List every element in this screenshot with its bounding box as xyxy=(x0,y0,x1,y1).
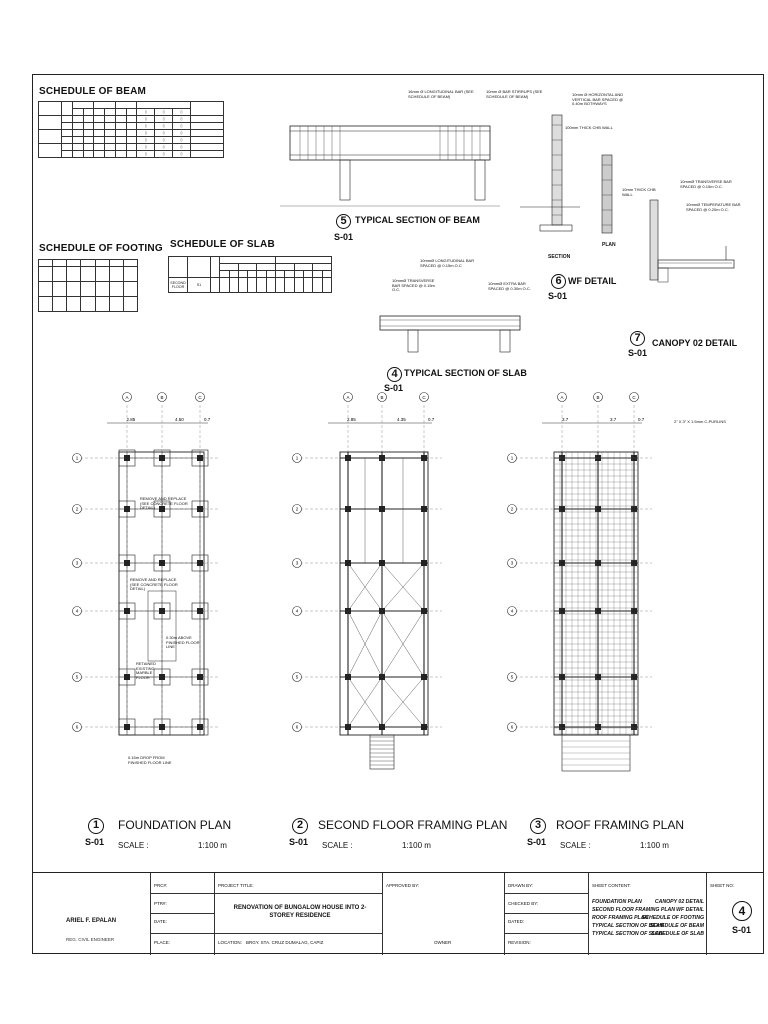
grid-row-label: 6 xyxy=(75,724,79,730)
column xyxy=(421,455,427,461)
grid-row-label: 4 xyxy=(295,608,299,614)
sheet-content-item: SCHEDULE OF FOOTING xyxy=(641,915,704,921)
dimension-label: 3.7 xyxy=(610,417,617,422)
grid-col-label: B xyxy=(160,395,164,400)
column xyxy=(379,506,385,512)
footing-schedule-title: SCHEDULE OF FOOTING xyxy=(39,243,163,254)
foundation-note-remove-1: REMOVE AND REPLACE (SEE CONCRETE FLOOR DETAIL) xyxy=(140,496,188,510)
slab-section-drawing xyxy=(370,300,530,360)
grid-row-label: 1 xyxy=(75,455,79,461)
prc-label: PRC#: xyxy=(154,883,168,888)
title-block xyxy=(32,872,764,955)
foundation-note-remove-2: REMOVE AND REPLACE (SEE CONCRETE FLOOR DETAIL) xyxy=(130,577,178,591)
column xyxy=(197,608,203,614)
revision-label: REVISION: xyxy=(508,940,531,945)
slab-row-level: SECOND FLOOR xyxy=(169,278,188,293)
slab-section-title: TYPICAL SECTION OF SLAB xyxy=(404,368,527,378)
canopy-note-temperature: 10mmØ TEMPERATURE BAR SPACED @ 0.20m O.C. xyxy=(686,202,741,212)
column xyxy=(124,560,130,566)
plan-outline xyxy=(119,452,204,735)
column xyxy=(124,674,130,680)
beam-section-note-longitudinal: 16mm Ø LONGITUDINAL BAR (SEE SCHEDULE OF BEAM) xyxy=(408,89,474,99)
plan-1-number: 1 xyxy=(88,818,104,834)
engineer-name: ARIEL F. EPALAN xyxy=(66,918,117,924)
slab-row-mark: S1 xyxy=(188,278,211,293)
sheet-no: 4 xyxy=(732,901,752,921)
column xyxy=(124,455,130,461)
plan-1-scale-label: SCALE : xyxy=(118,841,149,850)
ptr-label: PTR#: xyxy=(154,901,167,906)
canopy-note-transverse: 10mmØ TRANSVERSE BAR SPACED @ 0.15m O.C. xyxy=(680,179,732,189)
checked-by-label: CHECKED BY: xyxy=(508,901,539,906)
column xyxy=(345,455,351,461)
grid-col-label: C xyxy=(198,395,202,400)
approved-by-label: APPROVED BY: xyxy=(386,883,420,888)
dimension-label: 0.7 xyxy=(638,417,645,422)
sheet-content-label: SHEET CONTENT: xyxy=(592,883,631,888)
slab-section-detail-number: 4 xyxy=(387,367,402,382)
slab-schedule-table xyxy=(168,256,332,293)
column xyxy=(159,560,165,566)
project-title: RENOVATION OF BUNGALOW HOUSE INTO 2-STOREY RESIDENCE xyxy=(233,905,367,919)
slab-section-note-transverse: 10mmØ TRANSVERSE BAR SPACED @ 0.15m O.C. xyxy=(392,278,435,292)
plan-3-scale-label: SCALE : xyxy=(560,841,591,850)
column xyxy=(345,506,351,512)
column xyxy=(159,455,165,461)
grid-row-label: 3 xyxy=(75,560,79,566)
grid-row-label: 4 xyxy=(510,608,514,614)
plan-2-ref: S-01 xyxy=(289,837,309,847)
sheet-content-item: FOUNDATION PLAN xyxy=(592,899,642,905)
grid-row-label: 5 xyxy=(510,674,514,680)
foundation-note-above-floor: 0.30m ABOVE FINISHED FLOOR LINE xyxy=(166,635,200,649)
canopy-note-wall: 10mm THICK CHB WALL xyxy=(622,187,656,197)
wf-detail-title: WF DETAIL xyxy=(568,276,617,286)
wf-detail-plan-label: PLAN xyxy=(602,242,616,248)
wf-detail-section-label: SECTION xyxy=(548,254,571,260)
dimension-label: 0.7 xyxy=(204,417,211,422)
grid-row-label: 1 xyxy=(510,455,514,461)
column xyxy=(197,455,203,461)
plan-3-title: ROOF FRAMING PLAN xyxy=(556,818,685,832)
grid-row-label: 3 xyxy=(295,560,299,566)
wf-detail-drawing xyxy=(510,95,628,245)
column xyxy=(124,724,130,730)
slab-section-note-longitudinal: 10mmØ LONGITUDINAL BAR SPACED @ 0.15m O.C xyxy=(420,258,475,268)
dimension-label: 0.7 xyxy=(428,417,435,422)
grid-col-label: C xyxy=(422,395,426,400)
owner-label: OWNER xyxy=(434,940,452,945)
beam-section-note-stirrups: 10mm Ø BAR STIRRUPS (SEE SCHEDULE OF BEAM) xyxy=(486,89,543,99)
sheet-content-item: SECOND FLOOR FRAMING PLAN xyxy=(592,907,675,913)
beam-schedule-table: ▯ ▯ ▯ ▯ ▯ ▯ ▯ ▯ ▯ ▯ ▯ ▯ ▯ ▯ ▯ ▯ ▯ ▯ ▯ ▯ ▯ xyxy=(38,101,224,158)
foundation-note-retained-floor: RETAINED EXISTING MARBLE FLOOR xyxy=(136,661,156,680)
dimension-label: 4.50 xyxy=(175,417,184,422)
grid-row-label: 5 xyxy=(75,674,79,680)
beam-section-detail-ref: S-01 xyxy=(334,232,354,242)
sheet-content-item: CANOPY 02 DETAIL xyxy=(654,899,704,905)
foundation-note-drop: 0.15m DROP FROM FINISHED FLOOR LINE xyxy=(128,755,172,765)
canopy-detail-ref: S-01 xyxy=(628,348,648,358)
grid-col-label: A xyxy=(560,395,564,400)
grid-row-label: 2 xyxy=(295,506,299,512)
column xyxy=(421,506,427,512)
sheet-ref: S-01 xyxy=(732,925,752,935)
beam-section-title: TYPICAL SECTION OF BEAM xyxy=(355,215,480,225)
grid-col-label: A xyxy=(346,395,350,400)
beam-section-drawing xyxy=(280,86,500,214)
canopy-detail-drawing xyxy=(636,180,742,300)
grid-row-label: 3 xyxy=(510,560,514,566)
location: BRGY. STA. CRUZ DUMALAG, CAPIZ xyxy=(246,940,324,945)
wf-detail-note-bars: 10mm Ø HORIZONTAL AND VERTICAL BAR SPACED @ 0.40m BOTHWAYS xyxy=(572,92,624,106)
wf-detail-note-wall: 100mm THICK CHB WALL xyxy=(565,125,613,130)
grid-row-label: 2 xyxy=(510,506,514,512)
grid-row-label: 1 xyxy=(295,455,299,461)
grid-col-label: C xyxy=(632,395,636,400)
sheet-content-item: TYPICAL SECTION OF SLAB xyxy=(592,931,663,937)
plan-2-number: 2 xyxy=(292,818,308,834)
sheet-content-item: ROOF FRAMING PLAN xyxy=(592,915,649,921)
plan-3-ref: S-01 xyxy=(527,837,547,847)
roof-note-purlins: 2" X 3" X 1.5mm C-PURLINS xyxy=(674,419,726,424)
engineer-role: REG. CIVIL ENGINEER xyxy=(66,937,115,942)
column xyxy=(124,506,130,512)
column xyxy=(159,608,165,614)
column xyxy=(197,560,203,566)
project-title-label: PROJECT TITLE: xyxy=(218,883,254,888)
dimension-label: 2.85 xyxy=(126,417,136,422)
plan-1-title: FOUNDATION PLAN xyxy=(118,818,232,832)
column xyxy=(124,608,130,614)
stair-outline xyxy=(370,735,394,769)
place-label: PLACE: xyxy=(154,940,171,945)
wf-detail-ref: S-01 xyxy=(548,291,568,301)
sheet-content-item: SCHEDULE OF SLAB xyxy=(651,931,704,937)
grid-col-label: A xyxy=(125,395,129,400)
plan-1-ref: S-01 xyxy=(85,837,105,847)
dimension-label: 4.35 xyxy=(397,417,406,422)
grid-row-label: 6 xyxy=(510,724,514,730)
plan-2-scale-label: SCALE : xyxy=(322,841,353,850)
dimension-label: 2.85 xyxy=(347,417,356,422)
plan-3-number: 3 xyxy=(530,818,546,834)
plans-drawing xyxy=(0,385,768,805)
canopy-detail-number: 7 xyxy=(630,331,645,346)
beam-section-detail-number: 5 xyxy=(336,214,351,229)
column xyxy=(159,724,165,730)
date-label: DATE: xyxy=(154,919,167,924)
beam-schedule-title: SCHEDULE OF BEAM xyxy=(39,86,147,97)
grid-row-label: 4 xyxy=(75,608,79,614)
grid-row-label: 6 xyxy=(295,724,299,730)
sheet-content-item: WF DETAIL xyxy=(676,907,704,913)
grid-col-label: B xyxy=(380,395,384,400)
sheet-content-item: TYPICAL SECTION OF BEAM xyxy=(592,923,664,929)
grid-row-label: 5 xyxy=(295,674,299,680)
drawn-by-label: DRAWN BY: xyxy=(508,883,534,888)
sheet-no-label: SHEET NO: xyxy=(710,883,735,888)
location-label: LOCATION: xyxy=(218,940,242,945)
column xyxy=(197,674,203,680)
wf-detail-number: 6 xyxy=(551,274,566,289)
dimension-label: 3.7 xyxy=(562,417,569,422)
plan-2-scale-value: 1:100 m xyxy=(402,841,431,850)
column xyxy=(379,455,385,461)
slab-section-note-extra: 10mmØ EXTRA BAR SPACED @ 0.30m O.C. xyxy=(488,281,531,291)
grid-row-label: 2 xyxy=(75,506,79,512)
column xyxy=(197,724,203,730)
slab-section-detail-ref: S-01 xyxy=(384,383,404,393)
plan-outline xyxy=(340,452,428,735)
sheet-content-item: SCHEDULE OF BEAM xyxy=(650,923,704,929)
plan-2-title: SECOND FLOOR FRAMING PLAN xyxy=(318,818,508,832)
slab-schedule-title: SCHEDULE OF SLAB xyxy=(170,239,275,250)
column xyxy=(197,506,203,512)
dated-label: DATED: xyxy=(508,919,525,924)
grid-col-label: B xyxy=(596,395,600,400)
footing-schedule-table xyxy=(38,259,138,312)
plan-1-scale-value: 1:100 m xyxy=(198,841,227,850)
plan-3-scale-value: 1:100 m xyxy=(640,841,669,850)
canopy-detail-title: CANOPY 02 DETAIL xyxy=(652,338,738,348)
